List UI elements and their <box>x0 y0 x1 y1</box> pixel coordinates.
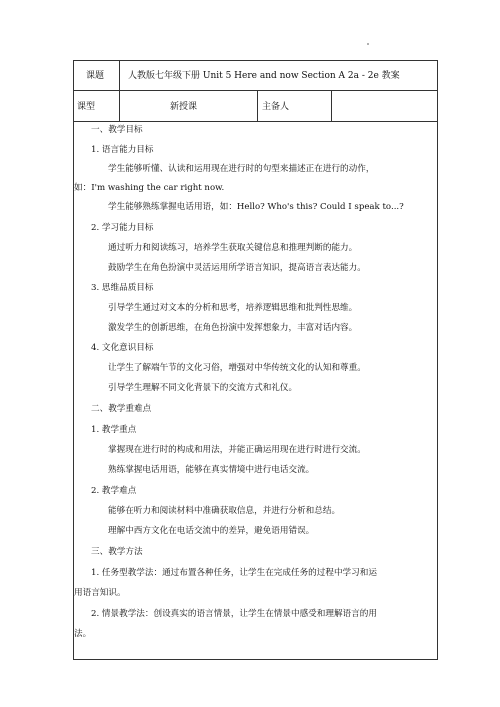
section-title: 三、教学方法 <box>91 547 143 557</box>
col-divider-type <box>257 90 258 121</box>
paragraph: 鼓励学生在角色扮演中灵活运用所学语言知识，提高语言表达能力。 <box>108 263 366 273</box>
paragraph: 法。 <box>74 629 92 639</box>
paragraph: 掌握现在进行时的构成和用法，并能正确运用现在进行时进行交流。 <box>108 445 366 455</box>
paragraph: 通过听力和阅读练习，培养学生获取关键信息和推理判断的能力。 <box>108 243 358 253</box>
section-title: 一、教学目标 <box>91 125 143 135</box>
col-divider-label <box>119 61 120 121</box>
lesson-type-label: 课型 <box>77 102 96 112</box>
subsection-title: 4. 文化意识目标 <box>91 343 154 353</box>
subsection-title: 3. 思维品质目标 <box>91 283 154 293</box>
paragraph: 2. 情景教学法：创设真实的语言情景，让学生在情景中感受和理解语言的用 <box>91 609 377 619</box>
paragraph: 用语言知识。 <box>74 588 126 598</box>
paragraph: 理解中西方文化在电话交流中的差异，避免语用错误。 <box>108 526 315 536</box>
paragraph: 引导学生通过对文本的分析和思考，培养逻辑思维和批判性思维。 <box>108 303 358 313</box>
paragraph: 学生能够熟练掌握电话用语，如：Hello? Who's this? Could I speak to...? <box>108 202 404 212</box>
paragraph: 1. 任务型教学法：通过布置各种任务，让学生在完成任务的过程中学习和运 <box>91 568 377 578</box>
col-divider-preparer <box>331 90 332 121</box>
row-divider-2 <box>74 121 437 122</box>
topic-label: 课题 <box>86 71 105 81</box>
page-dot <box>367 43 369 45</box>
lesson-type-value: 新授课 <box>170 102 198 112</box>
paragraph: 学生能够听懂、认读和运用现在进行时的句型来描述正在进行的动作， <box>108 164 375 174</box>
topic-value: 人教版七年级下册 Unit 5 Here and now Section A 2a - 2e 教案 <box>128 71 400 81</box>
paragraph: 引导学生理解不同文化背景下的交流方式和礼仪。 <box>108 383 298 393</box>
paragraph: 让学生了解端午节的文化习俗，增强对中华传统文化的认知和尊重。 <box>108 363 366 373</box>
paragraph: 熟练掌握电话用语，能够在真实情境中进行电话交流。 <box>108 465 315 475</box>
row-divider-1 <box>74 90 437 91</box>
subsection-title: 2. 学习能力目标 <box>91 223 154 233</box>
subsection-title: 2. 教学难点 <box>91 486 137 496</box>
paragraph: 能够在听力和阅读材料中准确获取信息，并进行分析和总结。 <box>108 506 341 516</box>
subsection-title: 1. 教学重点 <box>91 425 137 435</box>
section-title: 二、教学重难点 <box>91 404 152 414</box>
subsection-title: 1. 语言能力目标 <box>91 145 154 155</box>
lesson-plan-table <box>73 60 438 660</box>
preparer-label: 主备人 <box>262 102 290 112</box>
paragraph: 如：I'm washing the car right now. <box>74 183 225 193</box>
paragraph: 激发学生的创新思维，在角色扮演中发挥想象力，丰富对话内容。 <box>108 323 358 333</box>
